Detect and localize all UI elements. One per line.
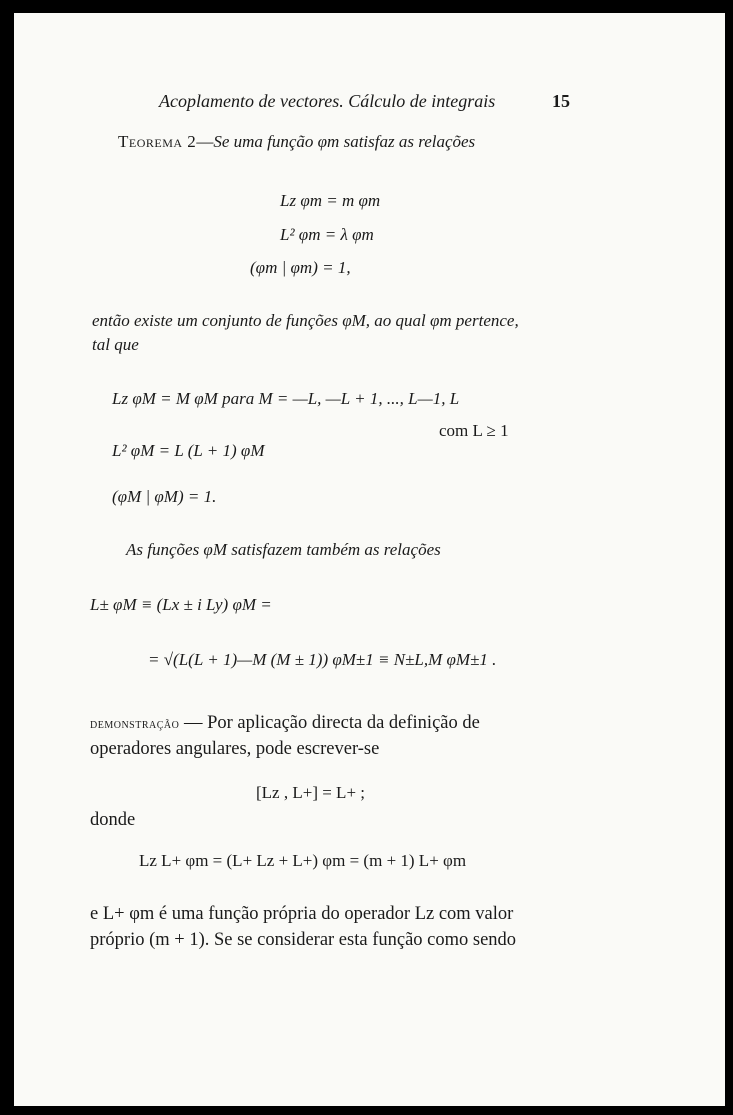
running-title: Acoplamento de vectores. Cálculo de integrais <box>159 91 496 111</box>
commutator-equation: [Lz , L+] = L+ ; <box>256 783 366 802</box>
demonstration-text-1: Por aplicação directa da definição de <box>207 713 480 733</box>
donde-text: donde <box>90 810 136 830</box>
theorem-label: Teorema 2 <box>118 132 197 151</box>
ladder-eq1: L± φM ≡ (Lx ± i Ly) φM = <box>90 595 272 614</box>
theorem-statement: Se uma função φm satisfaz as relações <box>213 132 476 151</box>
ladder-eq2: = √(L(L + 1)—M (M ± 1)) φM±1 ≡ N±L,M φM±1 . <box>148 650 497 669</box>
closing-line2: próprio (m + 1). Se se considerar esta função como sendo <box>90 930 517 950</box>
theorem-line <box>118 132 475 152</box>
demonstration-dash: — <box>179 713 208 733</box>
closing-line1: e L+ φm é uma função própria do operador Lz com valor <box>90 904 514 924</box>
conclusion-line1: então existe um conjunto de funções φM, ao qual φm pertence, <box>92 311 519 330</box>
page <box>14 13 725 1106</box>
result-eq1: Lz φM = M φM para M = —L, —L + 1, ..., L—1, L <box>112 389 460 408</box>
hyp-eq2: L² φm = λ φm <box>280 225 374 244</box>
result-eq3: (φM | φM) = 1. <box>112 487 217 506</box>
demonstration-label: demonstração <box>90 717 180 732</box>
result-eq2: L² φM = L (L + 1) φM <box>112 441 265 460</box>
conclusion-line2: tal que <box>92 335 139 354</box>
hyp-eq3: (φm | φm) = 1, <box>250 258 351 277</box>
hyp-eq1: Lz φm = m φm <box>280 191 381 210</box>
relations-intro: As funções φM satisfazem também as relações <box>126 540 441 559</box>
demonstration-line1 <box>90 710 480 738</box>
result-condition: com L ≥ 1 <box>439 421 509 440</box>
theorem-dash: — <box>196 132 214 151</box>
final-equation: Lz L+ φm = (L+ Lz + L+) φm = (m + 1) L+ φm <box>139 851 467 870</box>
demonstration-line2: operadores angulares, pode escrever-se <box>90 739 380 759</box>
page-number: 15 <box>552 91 570 111</box>
